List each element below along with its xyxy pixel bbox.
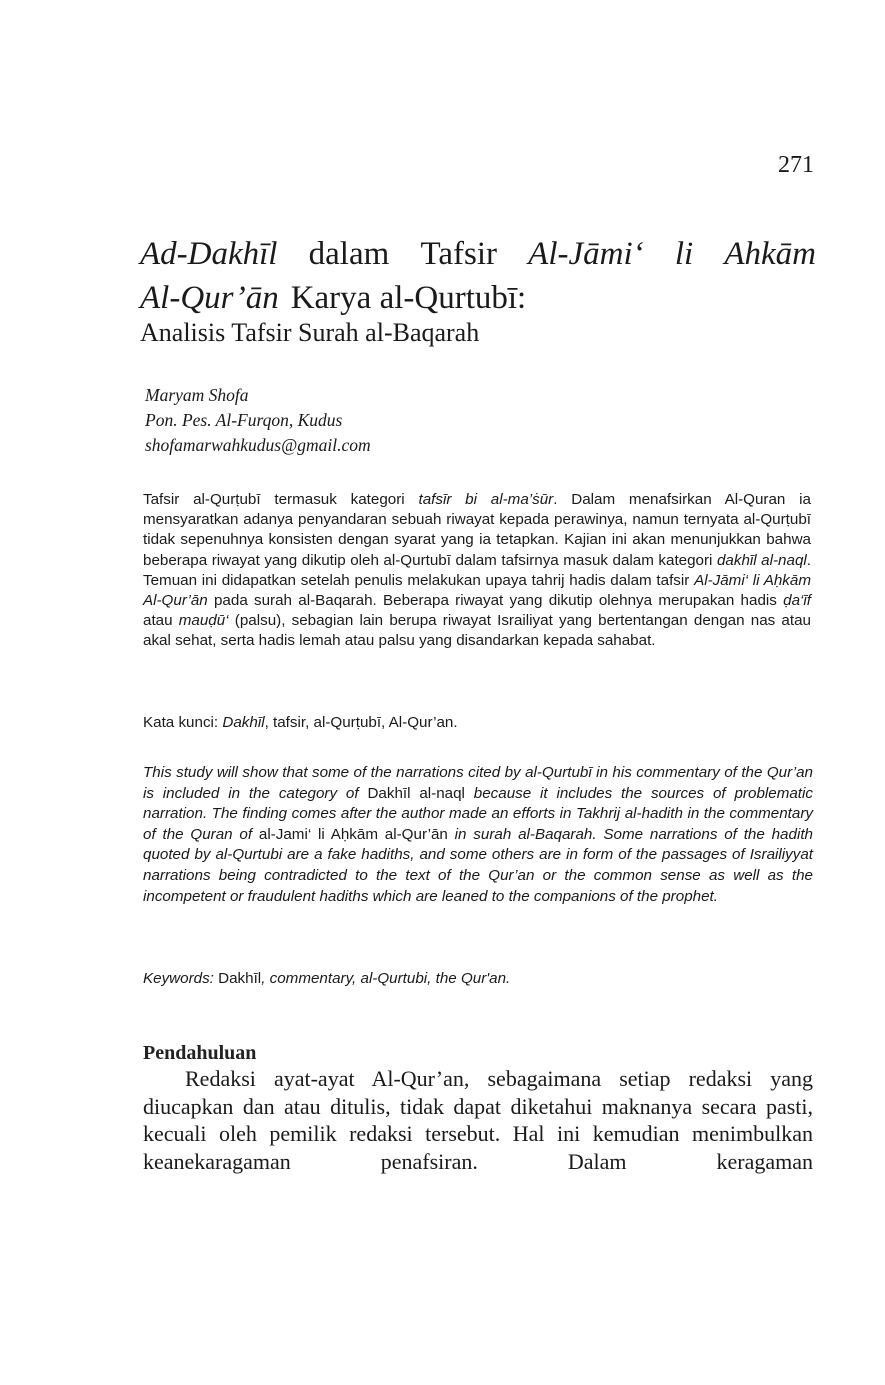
title-line-2 <box>140 276 816 320</box>
article-title <box>140 232 816 350</box>
keywords-id-label: Kata kunci: <box>143 714 223 731</box>
title-karya: Karya al-Qurtubī: <box>290 280 527 316</box>
author-affiliation: Pon. Pes. Al-Furqon, Kudus <box>145 410 343 430</box>
keywords-english <box>143 969 510 989</box>
author-name: Maryam Shofa <box>145 385 249 405</box>
article-subtitle: Analisis Tafsir Surah al-Baqarah <box>140 318 480 347</box>
abstract-english <box>143 763 813 907</box>
abstract-en-text: This study will show that some of the narrations cited by al-Qurtubī in his commentary of the Qur’an is included in the category of <box>143 764 813 802</box>
author-email: shofamarwahkudus@gmail.com <box>145 435 371 455</box>
abstract-id-term: dakhīl al-naql <box>716 551 807 569</box>
abstract-id-term: Al-Jāmi‘ li Aḥkām Al-Qur’ān <box>143 571 811 610</box>
keywords-id-rest: , tafsir, al-Qurṭubī, Al-Qur’an. <box>264 714 458 731</box>
section-heading: Pendahuluan <box>143 1042 257 1064</box>
page-number: 271 <box>778 152 814 178</box>
abstract-id-text: Tafsir al-Qurṭubī termasuk kategori <box>143 491 419 508</box>
title-li: li <box>674 236 694 272</box>
abstract-en-text: in surah al-Baqarah. Some narrations of the hadith quoted by al-Qurtubi are a fake hadiths, and some others are in form of the passages of Israiliyyat narrations being contradicted to the text of the Qur’an or the common sense as well as the incompetent or fraudulent hadiths which are leaned to the companions of the prophet. <box>143 825 813 905</box>
title-line-1 <box>140 232 816 276</box>
abstract-id-term: mauḍū‘ <box>178 612 229 630</box>
keywords-en-rest: , commentary, al-Qurtubi, the Qur'an. <box>261 970 511 987</box>
title-al-jami: Al-Jāmi‘ <box>528 236 644 272</box>
abstract-id-text: . Dalam menafsirkan Al-Quran ia mensyaratkan adanya penyandaran sebuah riwayat kepada perawinya, namun ternyata al-Qurṭubī tidak sepenuhnya konsisten dengan syarat yang ia tetapkan. Kajian ini akan menunjukkan bahwa beberapa riwayat yang dikutip oleh al-Qurtubī dalam tafsirnya masuk dalam kategori <box>143 491 811 569</box>
keywords-en-term: Dakhīl <box>218 970 262 987</box>
author-block <box>145 383 371 458</box>
abstract-id-text: (palsu), sebagian lain berupa riwayat Israiliyat yang bertentangan dengan nas atau akal sehat, serta hadis lemah atau palsu yang disandarkan kepada sahabat. <box>143 612 811 650</box>
title-ahkam: Ahkām <box>724 236 816 272</box>
title-al-quran: Al-Qur’ān <box>140 280 279 316</box>
abstract-id-text: pada surah al-Baqarah. Beberapa riwayat yang dikutip olehnya merupakan hadis <box>207 592 784 610</box>
abstract-en-term: al-Jami‘ li Aḥkām al-Qur’ān <box>258 825 448 843</box>
keywords-id-term: Dakhīl <box>222 714 265 731</box>
abstract-id-text: . Temuan ini didapatkan setelah penulis melakukan upaya tahrij hadis dalam tafsir <box>143 551 811 589</box>
body-paragraph: Redaksi ayat-ayat Al-Qur’an, sebagaimana setiap redaksi yang diucapkan dan atau ditulis, tidak dapat diketahui maknanya secara pasti, kecuali oleh pemilik redaksi tersebut. Hal ini kemudian menimbulkan keanekaragaman penafsiran. Dalam keragaman <box>143 1066 813 1174</box>
title-dalam: dalam <box>308 236 390 272</box>
abstract-indonesian <box>143 490 811 652</box>
abstract-id-term: ḍa‘īf <box>783 592 811 610</box>
abstract-id-text: atau <box>143 612 179 630</box>
abstract-en-text: because it includes the sources of problematic narration. The finding comes after the author made an efforts in Takhrij al-hadith in the commentary of the Quran of <box>143 784 813 843</box>
title-ad-dakhil: Ad-Dakhīl <box>140 236 278 272</box>
keywords-en-label: Keywords: <box>143 970 219 987</box>
keywords-indonesian <box>143 713 458 733</box>
abstract-en-term: Dakhīl al-naql <box>367 784 465 802</box>
abstract-id-term: tafsīr bi al-ma’ṡūr <box>418 491 554 508</box>
title-tafsir: Tafsir <box>420 236 497 272</box>
